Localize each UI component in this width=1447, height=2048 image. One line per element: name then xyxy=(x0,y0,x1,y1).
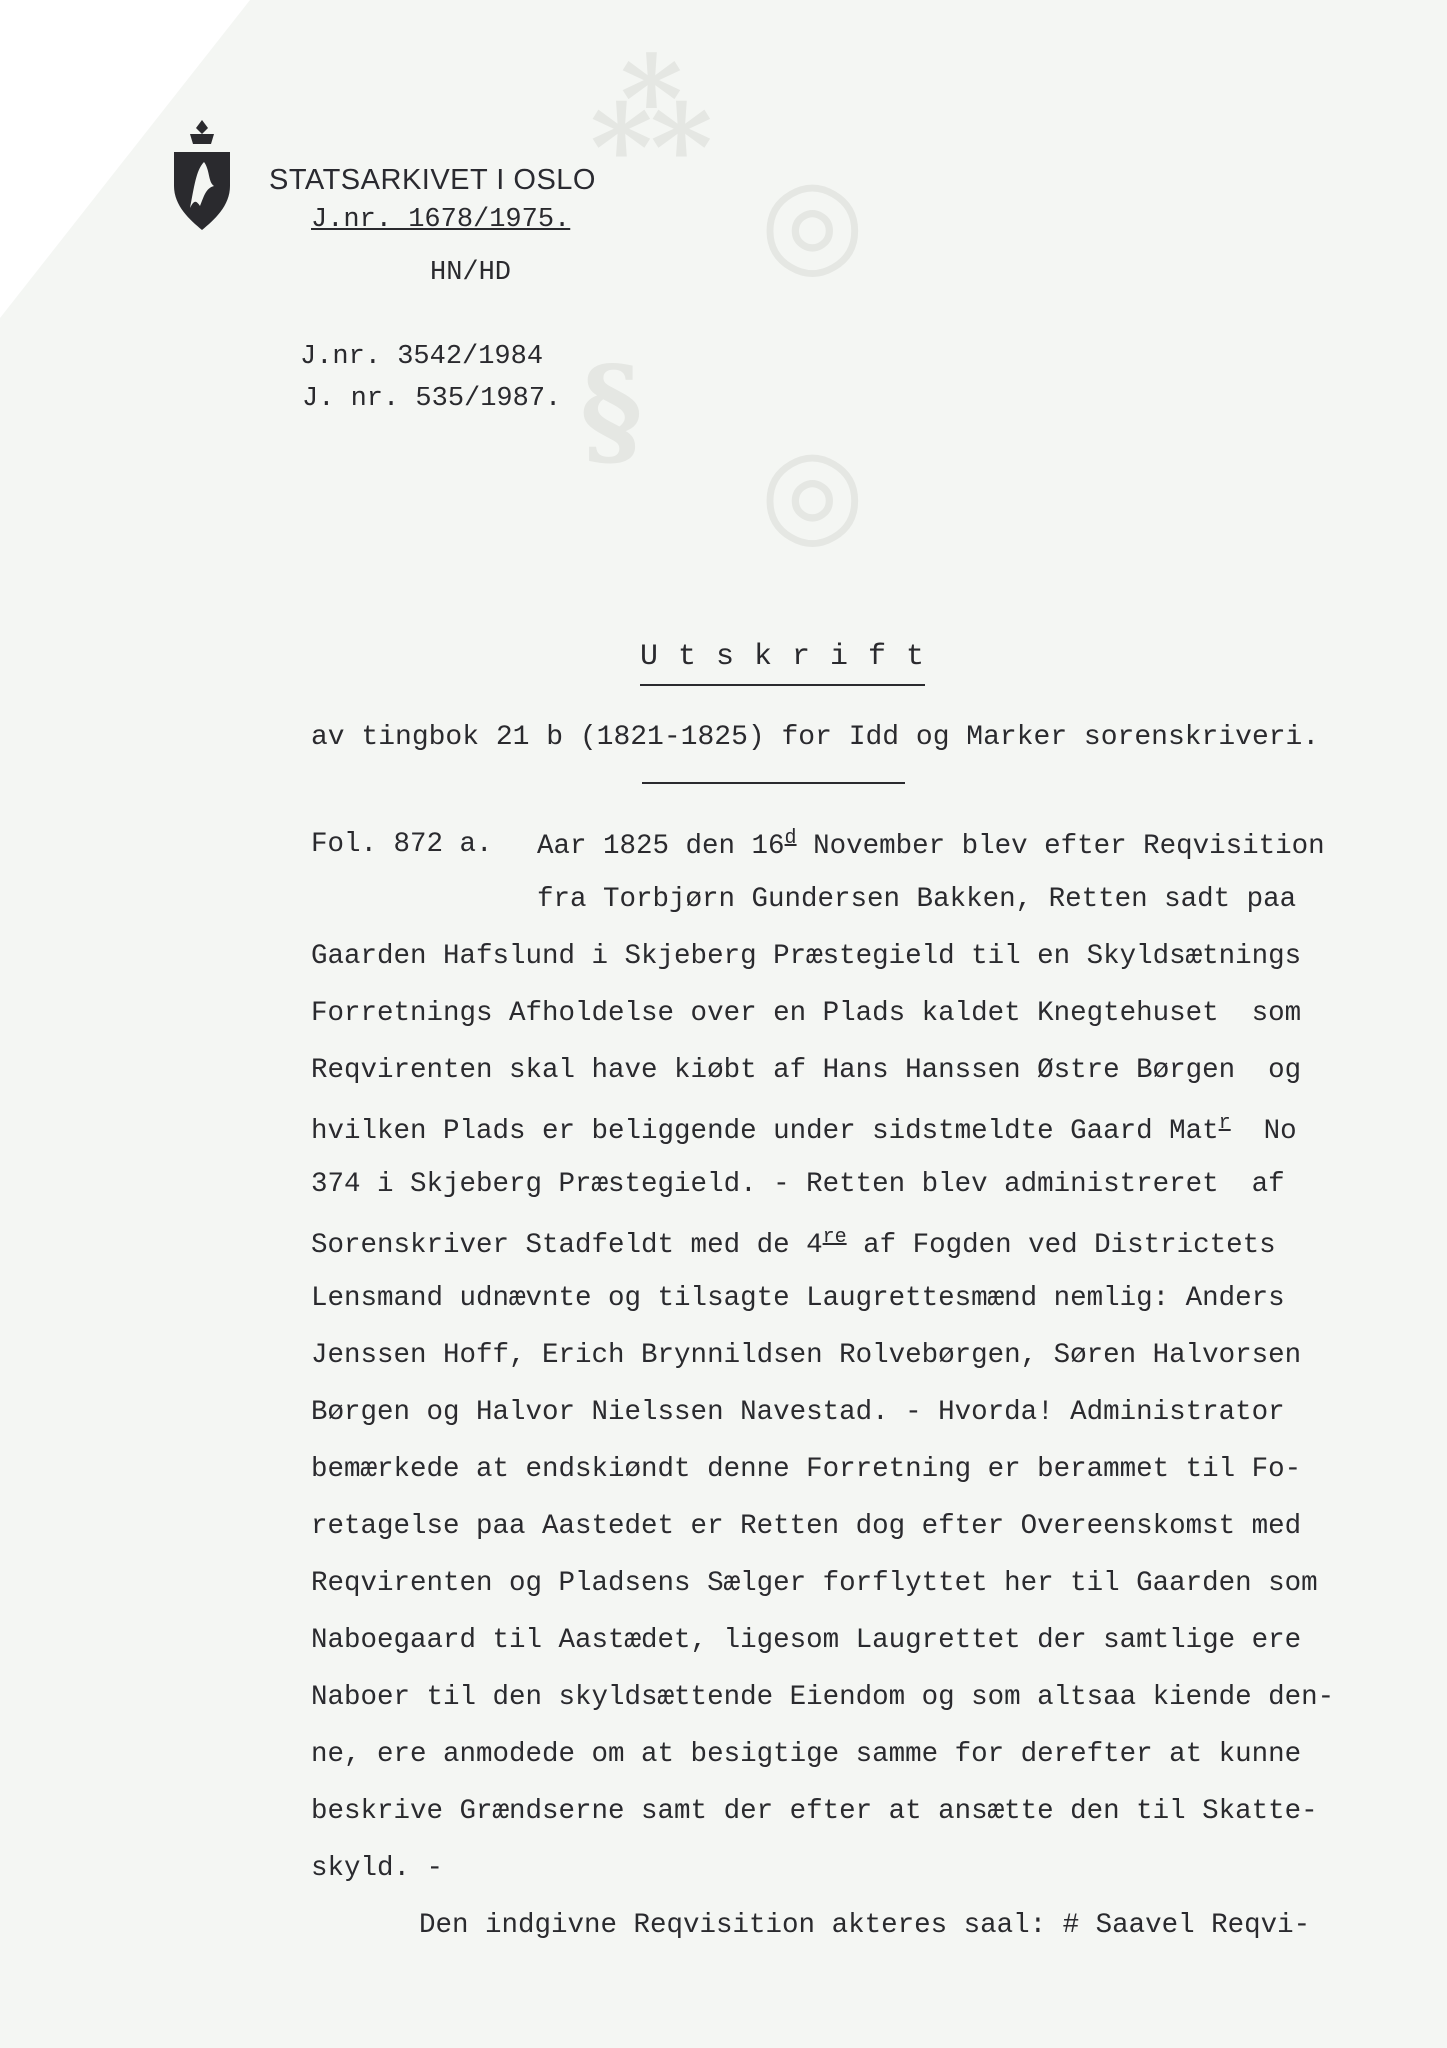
superscript: d xyxy=(784,827,797,850)
text-line: Gaarden Hafslund i Skjeberg Præstegield til en Skyldsætnings xyxy=(311,941,1302,972)
text-segment: hvilken Plads er beliggende under sidstmeldte Gaard Mat xyxy=(311,1116,1219,1147)
text-segment: November blev efter Reqvisition xyxy=(796,831,1325,862)
text-line: Naboegaard til Aastædet, ligesom Laugrettet der samtlige ere xyxy=(311,1625,1302,1656)
text-line: beskrive Grændserne samt der efter at ansætte den til Skatte- xyxy=(311,1796,1318,1827)
journal-number-1987: J. nr. 535/1987. xyxy=(302,384,562,414)
journal-number-1975: J.nr. 1678/1975. xyxy=(311,205,571,235)
journal-number-1984: J.nr. 3542/1984 xyxy=(300,342,544,372)
title-divider xyxy=(642,782,905,784)
text-line xyxy=(311,1228,1276,1260)
document-title: U t s k r i f t xyxy=(640,640,925,686)
text-line: Lensmand udnævnte og tilsagte Laugrettesmænd nemlig: Anders xyxy=(311,1283,1285,1314)
text-segment: af Fogden ved Districtets xyxy=(846,1230,1276,1261)
folio-reference: Fol. 872 a. xyxy=(311,829,493,860)
document-subtitle: av tingbok 21 b (1821-1825) for Idd og Marker sorenskriveri. xyxy=(311,722,1320,753)
crest-icon xyxy=(166,118,238,236)
text-line: Naboer til den skyldsættende Eiendom og som altsaa kiende den- xyxy=(311,1682,1335,1713)
text-line: Børgen og Halvor Nielssen Navestad. - Hvorda! Administrator xyxy=(311,1397,1285,1428)
superscript: re xyxy=(822,1226,847,1249)
text-line xyxy=(311,1114,1297,1146)
initials: HN/HD xyxy=(430,258,512,288)
text-line: Den indgivne Reqvisition akteres saal: # Saavel Reqvi- xyxy=(419,1910,1311,1941)
text-line: skyld. - xyxy=(311,1853,444,1884)
faint-stamp-mark: § xyxy=(580,340,643,481)
text-segment: Aar 1825 den 16 xyxy=(537,831,785,862)
superscript: r xyxy=(1218,1112,1231,1135)
text-line: Reqvirenten skal have kiøbt af Hans Hanssen Østre Børgen og xyxy=(311,1055,1302,1086)
text-line: 374 i Skjeberg Præstegield. - Retten blev administreret af xyxy=(311,1169,1285,1200)
text-line: Forretnings Afholdelse over en Plads kaldet Knegtehuset som xyxy=(311,998,1302,1029)
faint-stamp-mark: ◎ xyxy=(760,420,865,561)
text-segment: No xyxy=(1230,1116,1297,1147)
text-line: Jenssen Hoff, Erich Brynnildsen Rolvebørgen, Søren Halvorsen xyxy=(311,1340,1302,1371)
text-line: ne, ere anmodede om at besigtige samme for derefter at kunne xyxy=(311,1739,1302,1770)
text-line: fra Torbjørn Gundersen Bakken, Retten sadt paa xyxy=(537,884,1297,915)
text-segment: Sorenskriver Stadfeldt med de 4 xyxy=(311,1230,823,1261)
text-line xyxy=(537,829,1325,861)
faint-stamp-mark: ◎ xyxy=(760,150,865,291)
faint-stamp-mark: ⁂ xyxy=(590,40,713,181)
archive-name: STATSARKIVET I OSLO xyxy=(269,164,596,196)
text-line: Reqvirenten og Pladsens Sælger forflyttet her til Gaarden som xyxy=(311,1568,1318,1599)
text-line: retagelse paa Aastedet er Retten dog efter Overeenskomst med xyxy=(311,1511,1302,1542)
text-line: bemærkede at endskiøndt denne Forretning er berammet til Fo- xyxy=(311,1454,1302,1485)
